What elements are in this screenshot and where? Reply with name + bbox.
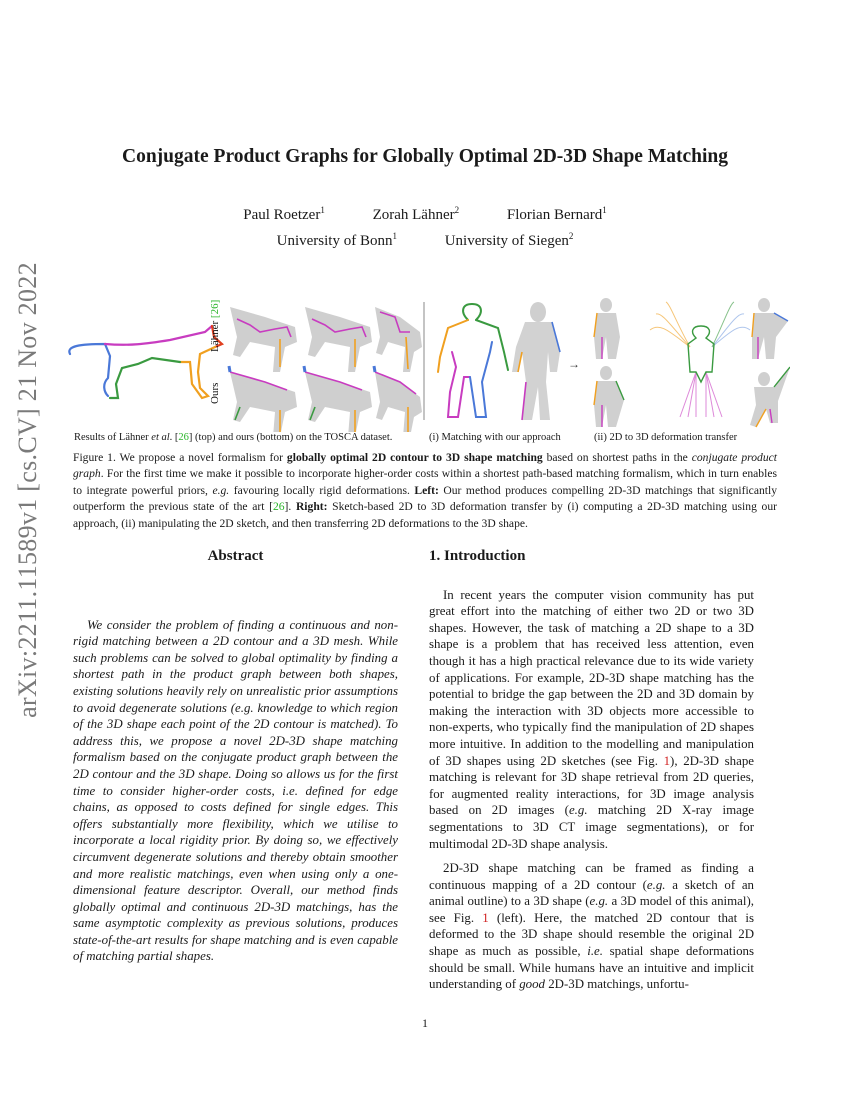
author: Zorah Lähner$^2$ [372,205,460,223]
introduction-heading: 1. Introduction [429,548,526,564]
figure-ref-link[interactable]: 1 [663,753,671,768]
intro-paragraph-2: 2D-3D shape matching can be framed as finding a continuous mapping of a 2D contour (e.g. a sketch of an animal outline) to a 3D shape (e.g. a 3D model of this animal), see Fig. 1 (left). Here, the matched 2D contour that is deformed to the 3D shape should resemble the original 2D shape as much as possible, i.e. spatial shape deformations should be small. While humans have an intuitive and implicit understanding of good 2D-3D matchings, unfortu- [429,861,755,992]
row-label-lahner: Lähner [26] [209,299,221,352]
abstract-body: We consider the problem of finding a continuous and non-rigid matching between a 2D contour and a 3D mesh. While such problems can be solved to global optimality by finding a shortest path in the product graph between both shapes, existing solutions heavily rely on unrealistic prior assumptions to avoid degenerate solutions (e.g. knowledge to which region of the 3D shape each point of the 2D contour is matched). To address this, we propose a novel 2D-3D shape matching formalism based on the conjugate product graph between the 2D contour and the 3D shape. Doing so allows us for the first time to consider higher-order costs, i.e. defined for edge chains, as opposed to costs defined for single edges. This offers substantially more flexibility, which we utilise to incorporate a local rigidity prior. By doing so, we effectively circumvent degenerate solutions and thereby obtain smoother and more realistic matchings, even when using only a one-dimensional feature descriptor. Overall, our method finds globally optimal and continuous 2D-3D matchings, has the same asymptotic complexity as previous solutions, produces state-of-the-art results for shape matching and is even capable of matching partial shapes. [73,617,398,964]
page-number: 1 [422,1016,428,1030]
human-2d-contour [438,304,508,417]
introduction-column [429,548,754,993]
author-block [0,200,850,252]
wolf-3d-results [229,307,422,432]
abstract-column [73,548,398,978]
citation-link[interactable]: 26 [272,500,285,514]
figure-ref-link[interactable]: 1 [482,910,489,925]
subcaption-middle: (i) Matching with our approach [429,432,561,443]
arxiv-stamp: arXiv:2211.11589v1 [cs.CV] 21 Nov 2022 [13,262,42,718]
affiliation: University of Siegen$^2$ [444,231,574,249]
human-3d-mesh [512,302,560,420]
paper-title: Conjugate Product Graphs for Globally Optimal 2D-3D Shape Matching [122,146,728,167]
deformation-sketch-fan [650,302,750,417]
figure-caption: Figure 1. We propose a novel formalism for globally optimal 2D contour to 3D shape matching based on shortest paths in the conjugate product graph. For the first time we make it possible to incorporate higher-order costs within a shortest path-based matching formalism, which in turn enables to integrate powerful priors, e.g. favouring locally rigid deformations. Left: Our method produces compelling 2D-3D matchings that significantly outperform the previous state of the art [26]. Right: Sketch-based 2D to 3D deformation transfer by (i) computing a 2D-3D matching using our approach, (ii) manipulating the 2D sketch, and then transferring 2D deformations to the 3D shape. [73,451,778,530]
subcaption-left: Results of Lähner et al. [26] (top) and ours (bottom) on the TOSCA dataset. [74,432,393,443]
author: Paul Roetzer$^1$ [243,205,325,223]
author-list [0,200,850,226]
citation-link[interactable]: 26 [178,432,189,443]
wolf-2d-contour [69,326,222,398]
arrow-icon: → [568,357,580,371]
deformation-transfer [594,298,790,427]
affiliation-list [0,226,850,252]
abstract-heading: Abstract [207,548,264,564]
subcaption-right: (ii) 2D to 3D deformation transfer [594,432,738,443]
row-label-ours: Ours [209,382,221,404]
author: Florian Bernard$^1$ [506,205,607,223]
affiliation: University of Bonn$^1$ [276,231,397,249]
figure-1-image [60,292,790,432]
intro-paragraph-1: In recent years the computer vision community has put great effort into the matching of either two 2D or two 3D shapes. However, the task of matching a 2D shape to a 3D shape is a problem that has received less attention, even though it has a high practical relevance due to its wide variety of applications. For example, 2D-3D shape matching has the potential to bridge the gap between the 2D and 3D domain by making the interaction with 3D objects more accessible to non-experts, who typically find the manipulation of 2D shapes more intuitive. In addition to the modelling and manipulation of 3D shapes using 2D sketches (see Fig. 1), 2D-3D shape matching is relevant for 3D shape retrieval from 2D queries, for augmented reality interactions, for 3D image analysis based on 2D images (e.g. matching 2D X-ray image segmentations to 3D CT image segmentations), or for multimodal 2D-3D shape analysis. [429,587,754,851]
